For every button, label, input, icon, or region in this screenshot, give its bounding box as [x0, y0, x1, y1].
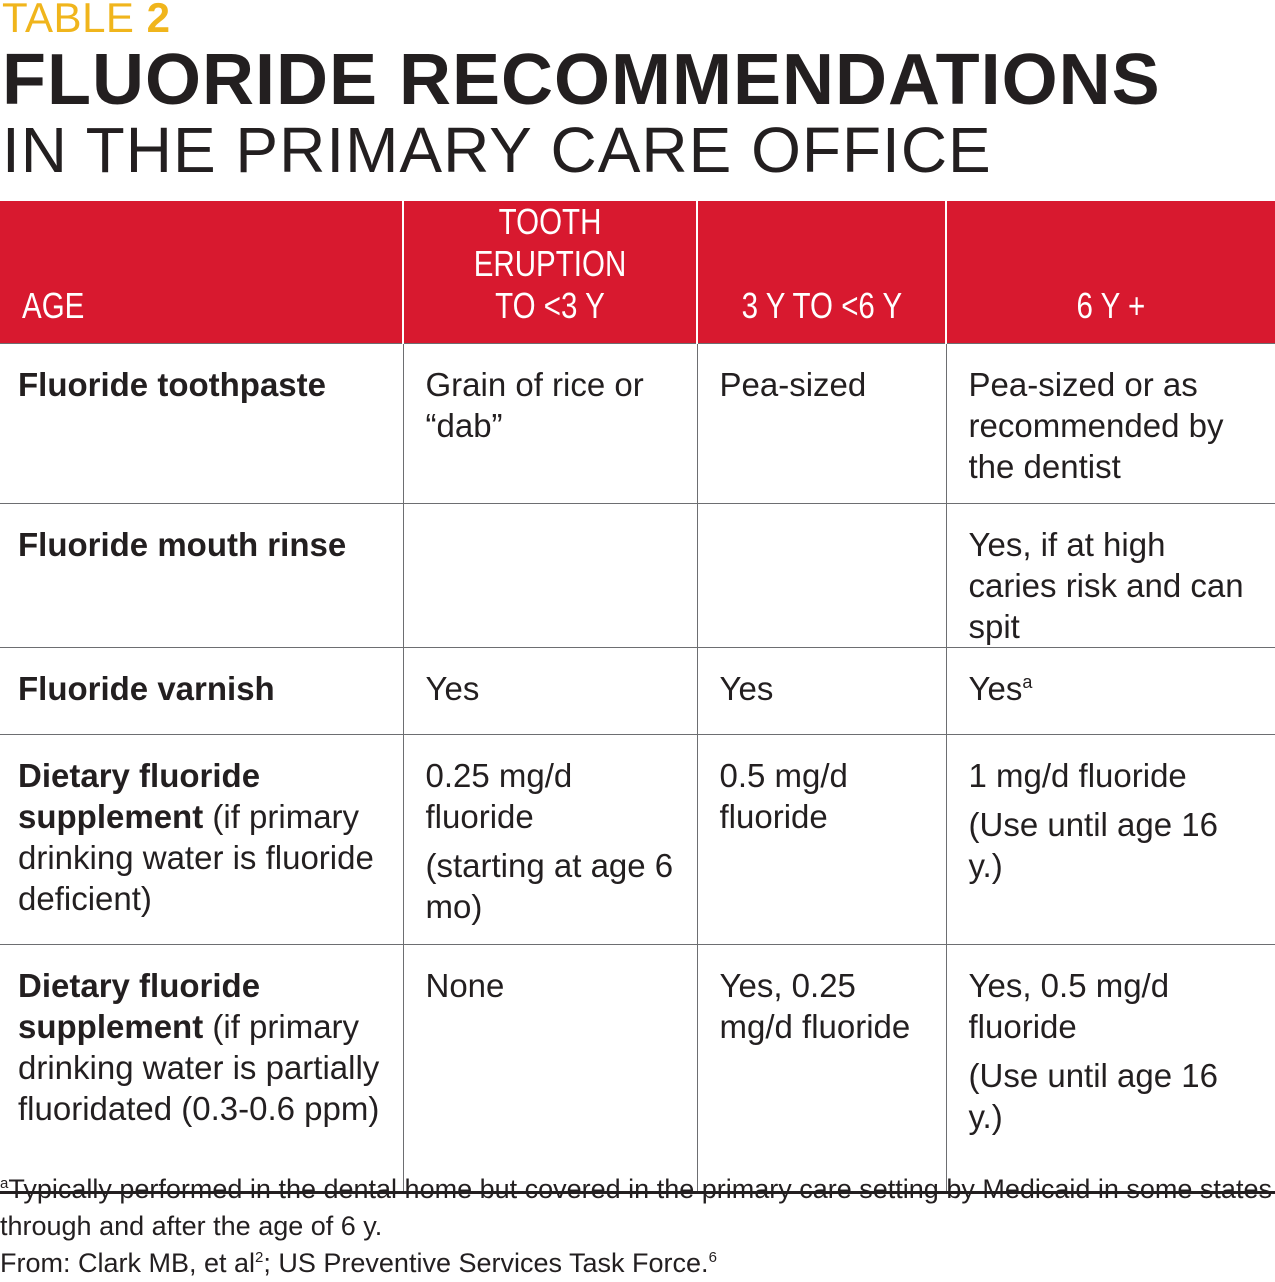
table-label-word: TABLE [2, 0, 135, 41]
table-cell [697, 504, 946, 648]
table-cell: 0.25 mg/d fluoride (starting at age 6 mo) [403, 735, 697, 945]
table-row [0, 735, 1275, 945]
row-header: Dietary fluoride supplement (if primary drinking water is partially fluoridated (0.3-0.6 ppm) [0, 945, 403, 1193]
table-label-number: 2 [146, 0, 171, 41]
table-cell: Yes, 0.25 mg/d fluoride [697, 945, 946, 1193]
row-header: Dietary fluoride supplement (if primary drinking water is fluoride deficient) [0, 735, 403, 945]
table-cell: Yes, if at high caries risk and can spit [946, 504, 1275, 648]
row-header: Fluoride toothpaste [0, 344, 403, 504]
column-header-3y-to-6y: 3 Y TO <6 Y [697, 201, 946, 344]
table-row [0, 648, 1275, 735]
fluoride-table [0, 201, 1275, 1194]
footnotes [0, 1171, 1275, 1282]
row-header: Fluoride varnish [0, 648, 403, 735]
table-cell: Yes [403, 648, 697, 735]
source-line: From: Clark MB, et $al^2$; US Preventive Services Task Force.$^6$ [0, 1248, 717, 1278]
table-cell: Grain of rice or “dab” [403, 344, 697, 504]
table-header-row [0, 201, 1275, 344]
table-row [0, 344, 1275, 504]
column-header-age: AGE [0, 201, 403, 344]
column-header-tooth-eruption [403, 201, 697, 344]
table-cell: 0.5 mg/d fluoride [697, 735, 946, 945]
table-cell [403, 504, 697, 648]
table-row [0, 504, 1275, 648]
table-cell: Yes$^a$ [946, 648, 1275, 735]
footnote-a: $^a$Typically performed in the dental home but covered in the primary care setting by Medicaid in some states through and after the age of 6 y. [0, 1174, 1272, 1241]
table-cell: 1 mg/d fluoride (Use until age 16 y.) [946, 735, 1275, 945]
table-label [2, 0, 170, 42]
table-cell: Yes [697, 648, 946, 735]
page-subtitle: IN THE PRIMARY CARE OFFICE [2, 114, 992, 186]
row-header: Fluoride mouth rinse [0, 504, 403, 648]
table-cell: Yes, 0.5 mg/d fluoride (Use until age 16 y.) [946, 945, 1275, 1193]
page-title: FLUORIDE RECOMMENDATIONS [2, 40, 1161, 120]
footnote-marker: a [1022, 672, 1033, 692]
table-cell: Pea-sized or as recommended by the dentist [946, 344, 1275, 504]
table-row [0, 945, 1275, 1193]
column-header-line-2: TO <3 Y [495, 285, 605, 326]
table-cell: None [403, 945, 697, 1193]
column-header-line-1: TOOTH ERUPTION [473, 201, 627, 284]
column-header-6y-plus: 6 Y + [946, 201, 1275, 344]
table-cell: Pea-sized [697, 344, 946, 504]
